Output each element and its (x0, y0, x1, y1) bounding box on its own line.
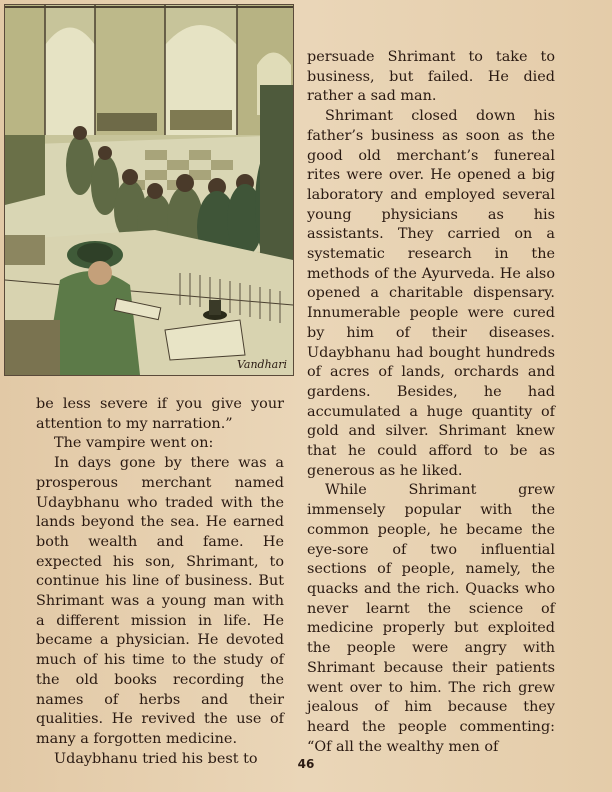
paragraph: persuade Shrimant to take to business, but failed. He died rather a sad man. (307, 49, 555, 105)
page-number: 46 (297, 757, 315, 771)
left-text-column (36, 395, 284, 769)
paragraph: Shrimant closed down his father’s business as soon as the good old merchant’s funereal rites were over. He opened a big laboratory and employed several young physicians as his assistants. They carried on a systematic research in the methods of the Ayurveda. He also opened a charitable dispensary. Innumerable people were cured by him of their diseases. Udaybhanu had bought hundreds of acres of lands, orchards and gardens. Besides, he had accumulated a huge quantity of gold and silver. Shrimant knew that he could afford to be as generous as he liked. (307, 108, 555, 479)
paragraph: be less severe if you give your attention to my narration.” (36, 396, 284, 432)
right-text-column (307, 48, 555, 757)
paragraph: In days gone by there was a prosperous merchant named Udaybhanu who traded with the lands beyond the sea. He earned both wealth and fame. He expected his son, Shrimant, to continue his line of business. But Shrimant was a young man with a different mission in life. He became a physician. He devoted much of his time to the study of the old books recording the names of herbs and their qualities. He revived the use of many a forgotten medicine. (36, 455, 284, 747)
paragraph: Udaybhanu tried his best to (54, 750, 258, 767)
paragraph: The vampire went on: (54, 435, 214, 452)
court-scene-drawing (5, 5, 293, 375)
paragraph: While Shrimant grew immensely popular with the common people, he became the eye-sore of two influential sections of people, namely, the quacks and the rich. Quacks who never learnt the science of medicine properly but exploited the people were angry with Shrimant because their patients went over to him. The rich grew jealous of him because they heard the people commenting: “Of all the wealthy men of (307, 482, 555, 755)
artist-signature: Vandhari (236, 358, 287, 371)
story-illustration (4, 4, 294, 376)
